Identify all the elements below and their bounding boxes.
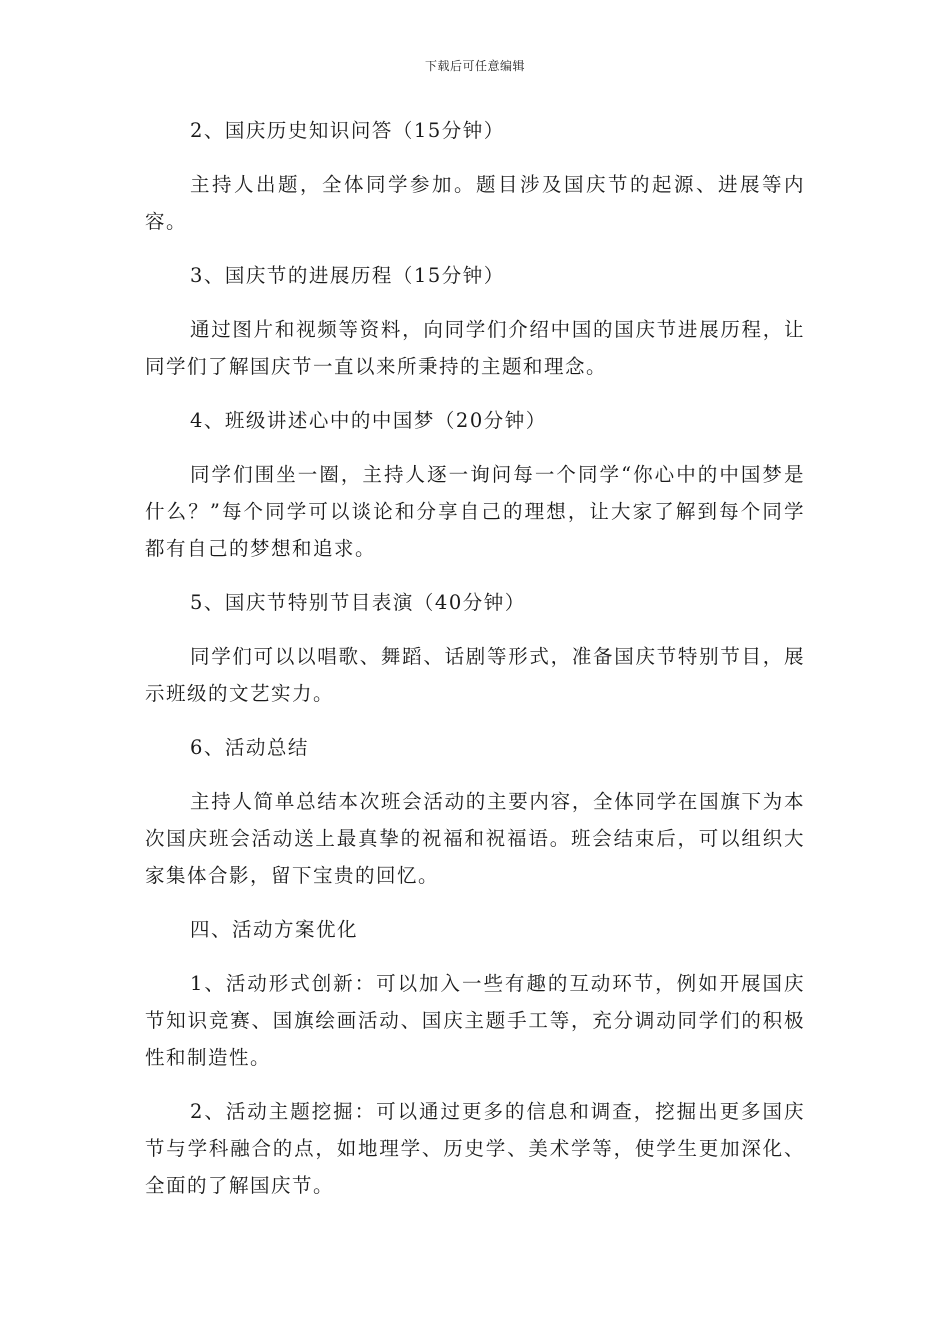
paragraph-performance: 同学们可以以唱歌、舞蹈、话剧等形式，准备国庆节特别节目，展示班级的文艺实力。 xyxy=(145,645,805,705)
paragraph-dream: 同学们围坐一圈，主持人逐一询问每一个同学“你心中的中国梦是什么？”每个同学可以谈论和分享自己的理想，让大家了解到每个同学都有自己的梦想和追求。 xyxy=(145,463,805,560)
section-heading-history: 3、国庆节的进展历程（15分钟） xyxy=(190,264,505,287)
paragraph-history: 通过图片和视频等资料，向同学们介绍中国的国庆节进展历程，让同学们了解国庆节一直以来所秉持的主题和理念。 xyxy=(145,318,805,378)
page-header: 下载后可任意编辑 xyxy=(424,59,525,73)
paragraph-optimization-theme: 2、活动主题挖掘：可以通过更多的信息和调查，挖掘出更多国庆节与学科融合的点，如地理学、历史学、美术学等，使学生更加深化、全面的了解国庆节。 xyxy=(145,1100,805,1197)
paragraph-quiz: 主持人出题，全体同学参加。题目涉及国庆节的起源、进展等内容。 xyxy=(145,173,805,233)
section-heading-dream: 4、班级讲述心中的中国梦（20分钟） xyxy=(190,409,547,432)
section-heading-summary: 6、活动总结 xyxy=(190,736,309,759)
document-body xyxy=(145,112,805,1204)
section-heading-quiz: 2、国庆历史知识问答（15分钟） xyxy=(190,119,505,142)
section-heading-performance: 5、国庆节特别节目表演（40分钟） xyxy=(190,591,526,614)
paragraph-optimization-form: 1、活动形式创新：可以加入一些有趣的互动环节，例如开展国庆节知识竞赛、国旗绘画活动、国庆主题手工等，充分调动同学们的积极性和制造性。 xyxy=(145,972,805,1069)
paragraph-summary: 主持人简单总结本次班会活动的主要内容，全体同学在国旗下为本次国庆班会活动送上最真挚的祝福和祝福语。班会结束后，可以组织大家集体合影，留下宝贵的回忆。 xyxy=(145,790,805,887)
section-heading-optimization: 四、活动方案优化 xyxy=(190,918,359,941)
